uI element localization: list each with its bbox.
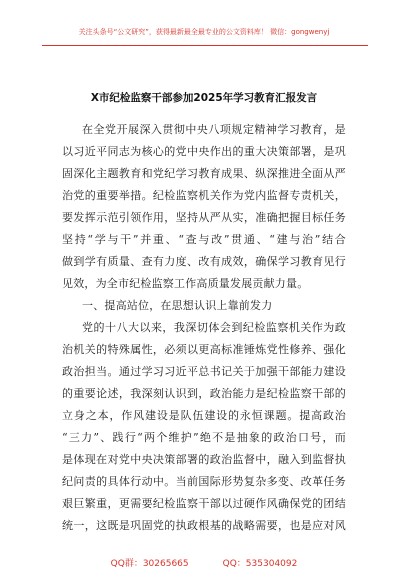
body-line: 纪问责的具体行动中。当前国际形势复杂多变、改革任务 [62, 475, 346, 488]
body-line: 政治担当。通过学习习近平总书记关于加强干部能力建设 [62, 365, 346, 378]
body-line: 在全党开展深入贯彻中央八项规定精神学习教育，是 [82, 123, 346, 136]
footer-qq-group: QQ群：30265665 [110, 559, 189, 569]
body-line: 坚持“学与干”并重、“查与改”贯通、“建与治”结合 [62, 233, 346, 246]
body-line: 党的十八大以来，我深切体会到纪检监察机关作为政 [82, 321, 346, 334]
body-line: 是体现在对党中央决策部署的政治监督中，融入到监督执 [62, 453, 346, 466]
body-line: 治党的重要举措。纪检监察机关作为党内监督专责机关， [62, 189, 346, 202]
body-line: 见效，为全市纪检监察工作高质量发展贡献力量。 [62, 277, 309, 290]
section-heading: 一、提高站位，在思想认识上靠前发力 [82, 299, 273, 312]
body-line: 要发挥示范引领作用，坚持从严从实，准确把握目标任务 [62, 211, 346, 224]
body-line: 做到学有质量、查有力度、改有成效，确保学习教育见行 [62, 255, 346, 268]
body-line: 固深化主题教育和党纪学习教育成果、纵深推进全面从严 [62, 167, 346, 180]
body-line: 艰巨繁重，更需要纪检监察干部以过硬作风确保党的团结 [62, 497, 346, 510]
body-line: 以习近平同志为核心的党中央作出的重大决策部署，是巩 [62, 145, 346, 158]
footer-contact [0, 556, 408, 569]
header-banner: 关注头条号“公文研究”，获得最新最全最专业的公文资料库！ 微信：gongwenyj [78, 28, 330, 36]
body-line: 统一，这既是巩固党的执政根基的战略需要，也是应对风 [62, 519, 346, 532]
footer-qq-number: QQ：535304092 [222, 559, 298, 569]
document-body [62, 119, 346, 537]
body-line: 治机关的特殊属性，必须以更高标准锤炼党性修养、强化 [62, 343, 346, 356]
body-line: 的重要论述，我深刻认识到，政治能力是纪检监察干部的 [62, 387, 346, 400]
body-line: 立身之本，作风建设是队伍建设的永恒课题。提高政治 [62, 409, 346, 422]
document-title: X市纪检监察干部参加2025年学习教育汇报发言 [90, 92, 318, 104]
body-line: “三力”、践行“两个维护”绝不是抽象的政治口号，而 [62, 431, 346, 444]
header-divider [42, 45, 368, 46]
